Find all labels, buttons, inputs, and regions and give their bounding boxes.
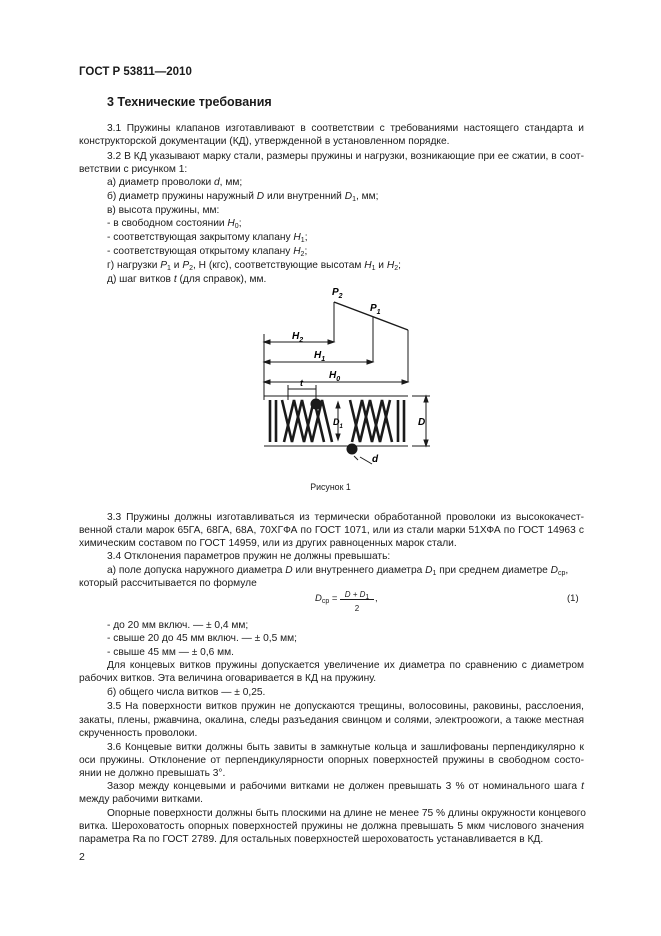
- formula-denominator: 2: [354, 604, 360, 613]
- paragraph-3-4-item-a: а) поле допуска наружного диаметра D или внутреннего диаметра $D_1$ при среднем диаметре $D_{ср}$,: [107, 565, 569, 577]
- paragraph-3-6-line-5: между рабочими витками.: [79, 794, 204, 805]
- paragraph-3-5-line-1: 3.5 На поверхности витков пружин не допускаются трещины, волосовины, раковины, расслоения,: [107, 701, 584, 712]
- document-header: ГОСТ Р 53811—2010: [79, 66, 192, 78]
- paragraph-3-2-line-2: ветствии с рисунком 1:: [79, 164, 188, 175]
- paragraph-3-6-line-4: Зазор между концевыми и рабочими витками не должен превышать 3 % от номинального шага t: [107, 781, 584, 792]
- wire-section-top: [311, 399, 321, 409]
- label-outer-d: D: [418, 417, 426, 428]
- page-number: 2: [79, 851, 85, 863]
- end-coils-line-2: рабочих витков. Эта величина оговаривается в КД на пружину.: [79, 673, 377, 684]
- list-item-b: б) диаметр пружины наружный D или внутренний $D_1$, мм;: [107, 191, 379, 203]
- label-pitch-t: t: [300, 378, 303, 388]
- paragraph-3-6-line-3: янии не должно превышать 3°.: [79, 768, 226, 779]
- paragraph-3-2-line-1: 3.2 В КД указывают марку стали, размеры пружины и нагрузки, возникающие при ее сжатии, в соот-: [107, 151, 584, 162]
- tolerance-3: - свыше 45 мм — ± 0,6 мм.: [107, 647, 234, 658]
- paragraph-3-6-line-6: Опорные поверхности должны быть плоскими на длине не менее 75 % длины окружности концевого: [107, 808, 586, 819]
- paragraph-3-6-line-1: 3.6 Концевые витки должны быть завиты в замкнутые кольца и зашлифованы перпендикулярно к: [107, 742, 584, 753]
- paragraph-3-3-line-1: 3.3 Пружины должны изготавливаться из термически обработанной проволоки из высококачест-: [107, 512, 584, 523]
- paragraph-3-6-line-8: параметра Ra по ГОСТ 2789. Для остальных поверхностей шероховатость устанавливается в КД.: [79, 834, 544, 845]
- label-h1: $H_1$: [314, 350, 326, 363]
- paragraph-3-3-line-3: химическим составом по ГОСТ 14959, или из других равноценных марок стали.: [79, 538, 457, 549]
- label-p2: $P_2$: [332, 287, 343, 300]
- list-item-h2: - соответствующая открытому клапану $H_2$;: [107, 246, 308, 258]
- d-leader-line: [360, 457, 372, 464]
- label-p1: $P_1$: [370, 303, 381, 316]
- wire-section-bottom: [347, 444, 357, 454]
- paragraph-3-4-line-3: который рассчитывается по формуле: [79, 578, 257, 589]
- formula-lhs: $D_{ср}$ =: [315, 593, 338, 605]
- list-item-h1: - соответствующая закрытому клапану $H_1$;: [107, 232, 308, 244]
- paragraph-3-6-line-2: оси пружины. Отклонение от перпендикулярности опорных поверхностей пружины в свободном состо-: [79, 755, 584, 766]
- figure-1-spring-drawing: [240, 282, 450, 472]
- paragraph-3-5-line-3: скрученность проволоки.: [79, 728, 198, 739]
- list-item-h0: - в свободном состоянии $H_0$;: [107, 218, 242, 230]
- paragraph-3-5-line-2: закаты, плены, ржавчина, окалина, следы разъедания свинцом и солями, электроожоги, а также местная: [79, 715, 584, 726]
- paragraph-3-3-line-2: венной стали марок 65ГА, 68ГА, 68А, 70ХГФА по ГОСТ 1071, или из стали марки 51ХФА по ГОСТ 14963 с: [79, 525, 584, 536]
- formula-number: (1): [567, 593, 579, 604]
- paragraph-3-6-line-7: витка. Шероховатость опорных поверхностей пружины не должна превышать 5 мкм числового значения: [79, 821, 584, 832]
- list-item-g: г) нагрузки $P_1$ и $P_2$, Н (кгс), соответствующие высотам $H_1$ и $H_2$;: [107, 260, 401, 272]
- label-d1: $D_1$: [333, 417, 343, 430]
- tolerance-1: - до 20 мм включ. — ± 0,4 мм;: [107, 620, 249, 631]
- list-item-a: а) диаметр проволоки d, мм;: [107, 177, 243, 188]
- label-h2: $H_2$: [292, 331, 304, 344]
- figure-caption: Рисунок 1: [310, 482, 351, 492]
- paragraph-3-1-line-1: 3.1 Пружины клапанов изготавливают в соответствии с требованиями настоящего стандарта и: [107, 123, 584, 134]
- label-wire-d: d: [372, 454, 379, 465]
- end-coils-line-1: Для концевых витков пружины допускается увеличение их диаметра по сравнению с диаметром: [107, 660, 584, 671]
- list-item-d: д) шаг витков t (для справок), мм.: [107, 274, 267, 285]
- section-title: 3 Технические требования: [107, 95, 272, 109]
- paragraph-3-1-line-2: конструкторской документации (КД), утвержденной в установленном порядке.: [79, 136, 450, 147]
- tolerance-2: - свыше 20 до 45 мм включ. — ± 0,5 мм;: [107, 633, 297, 644]
- paragraph-3-4-item-b: б) общего числа витков — ± 0,25.: [107, 687, 266, 698]
- paragraph-3-4-line-1: 3.4 Отклонения параметров пружин не должны превышать:: [107, 551, 391, 562]
- formula-tail: ,: [375, 593, 378, 604]
- formula-numerator: $D + D_1$: [340, 590, 374, 600]
- list-item-v: в) высота пружины, мм:: [107, 205, 220, 216]
- label-h0: $H_0$: [329, 370, 341, 383]
